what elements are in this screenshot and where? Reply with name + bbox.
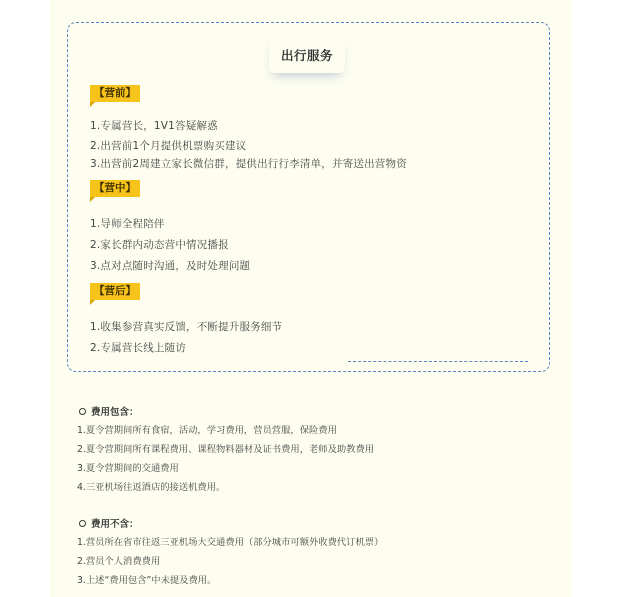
list-item: 2.出营前1个月提供机票购买建议 (90, 140, 247, 152)
page-content (50, 0, 572, 597)
travel-service-card (67, 22, 550, 372)
list-item: 1.营员所在省市往返三亚机场大交通费用（部分城市可额外收费代订机票） (77, 537, 384, 548)
fees-included-heading-text: 费用包含： (91, 407, 139, 418)
list-item: 2.夏令营期间所有课程费用、课程物料器材及证书费用，老师及助教费用 (77, 444, 375, 455)
list-item: 1.夏令营期间所有食宿，活动，学习费用，营员营服，保险费用 (77, 425, 337, 436)
bullet-circle-icon (79, 408, 86, 415)
card-title-pill (269, 37, 345, 73)
list-item: 4.三亚机场往返酒店的接送机费用。 (77, 482, 226, 493)
list-item: 1.收集参营真实反馈，不断提升服务细节 (90, 321, 283, 333)
list-item: 2.专属营长线上随访 (90, 342, 187, 354)
list-item: 3.夏令营期间的交通费用 (77, 463, 179, 474)
list-item: 2.营员个人消费费用 (77, 556, 161, 567)
card-title: 出行服务 (280, 48, 333, 63)
fees-excluded-heading (79, 516, 139, 530)
bullet-circle-icon (79, 520, 86, 527)
list-item: 1.专属营长，1V1答疑解惑 (90, 120, 218, 132)
fees-included-heading (79, 404, 139, 418)
list-item: 3.点对点随时沟通，及时处理问题 (90, 260, 251, 272)
card-divider (348, 361, 528, 362)
section-tag-before-camp: 【营前】 (90, 85, 140, 102)
list-item: 1.导师全程陪伴 (90, 218, 165, 230)
list-item: 2.家长群内动态营中情况播报 (90, 239, 229, 251)
fees-excluded-heading-text: 费用不含： (91, 519, 139, 530)
section-tag-after-camp: 【营后】 (90, 283, 140, 300)
list-item: 3.上述“费用包含”中未提及费用。 (77, 575, 217, 586)
section-tag-during-camp: 【营中】 (90, 180, 140, 197)
list-item: 3.出营前2周建立家长微信群，提供出行行李清单，并寄送出营物资 (90, 158, 407, 170)
